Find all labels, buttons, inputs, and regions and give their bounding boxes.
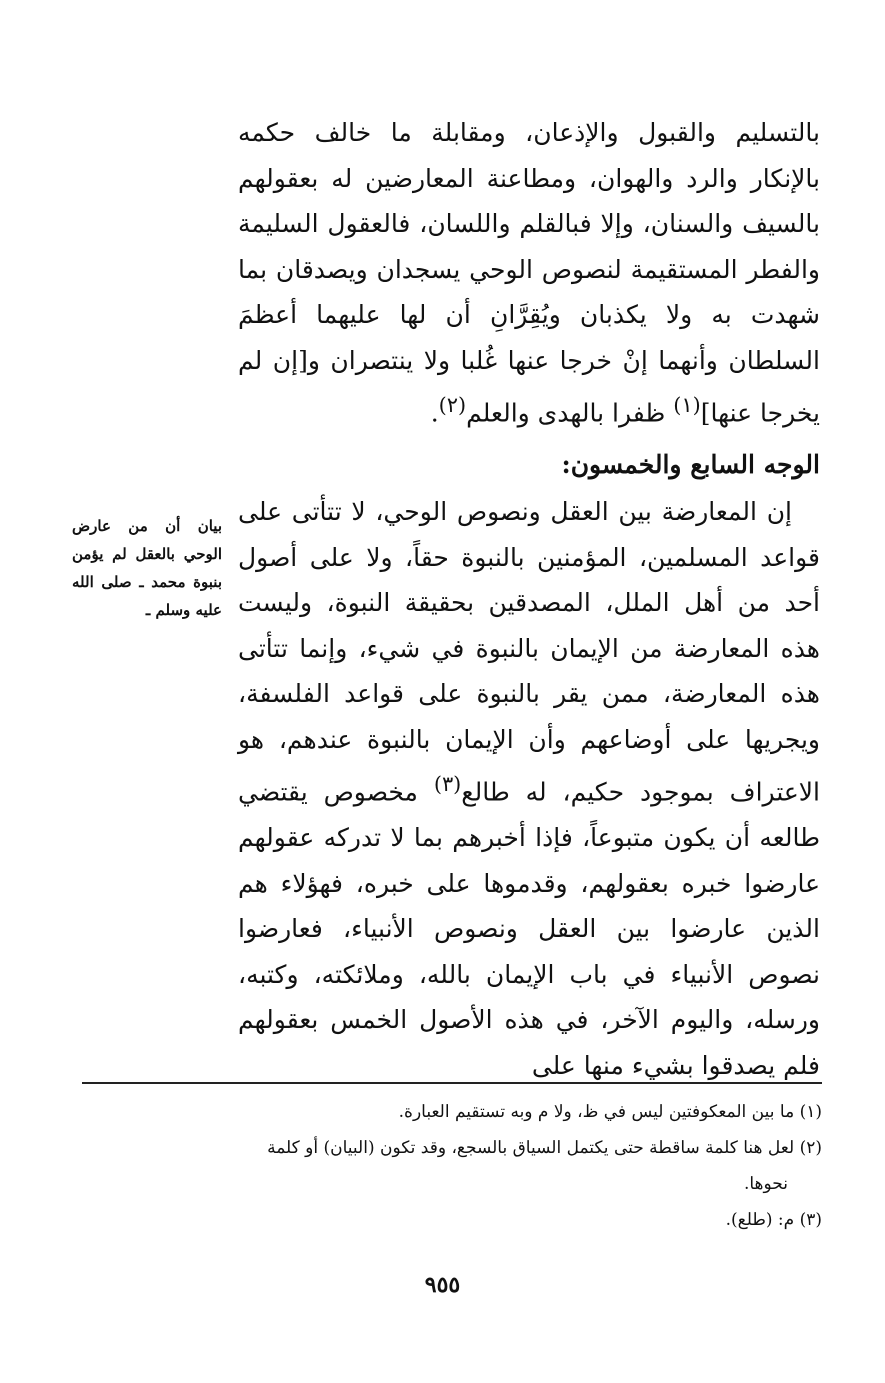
footnotes (82, 1094, 822, 1238)
paragraph-1-end: . (430, 398, 439, 428)
paragraph-1 (238, 110, 820, 436)
footnote-2-continued: نحوها. (743, 1174, 788, 1194)
paragraph-2-text-a: إن المعارضة بين العقل ونصوص الوحي، لا تتأتى على قواعد المسلمين، المؤمنين بالنبوة حقاً، ولا على أصول أحد من أهل الملل، المصدقين بحقيقة النبوة، وليست هذه المعارضة من الإيمان بالنبوة في شيء، وإنما تتأتى هذه المعارضة، ممن يقر بالنبوة على قواعد الفلسفة، ويجريها على أوضاعهم وأن الإيمان بالنبوة عندهم، هو الاعتراف بموجود حكيم، له طالع (238, 497, 820, 807)
paragraph-2 (238, 489, 820, 1088)
paragraph-1-text: بالتسليم والقبول والإذعان، ومقابلة ما خالف حكمه بالإنكار والرد والهوان، ومطاعنة المعارضين له بعقولهم بالسيف والسنان، وإلا فبالقلم واللسان، فالعقول السليمة والفطر المستقيمة لنصوص الوحي يسجدان ويصدقان بما شهدت به ولا يكذبان ويُقِرَّانِ أن لها عليهما أعظمَ السلطان وأنهما إنْ خرجا عنها غُلبا ولا ينتصران و[إن لم يخرجا عنها] (238, 118, 820, 428)
paragraph-1-tail: ظفرا بالهدى والعلم (466, 398, 674, 428)
paragraph-2-text-b: مخصوص يقتضي طالعه أن يكون متبوعاً، فإذا أخبرهم بما لا تدركه عقولهم عارضوا خبره بعقولهم، وقدموها على خبره، فهؤلاء هم الذين عارضوا بين العقل ونصوص الأنبياء، فعارضوا نصوص الأنبياء في باب الإيمان بالله، وملائكته، وكتبه، ورسله، واليوم الآخر، في هذه الأصول الخمس بعقولهم فلم يصدقوا بشيء منها على (238, 777, 820, 1080)
footnote-3: (٣) م: (طلع). (725, 1210, 822, 1230)
footnote-ref-1: (١) (673, 393, 701, 417)
footnote-divider (82, 1082, 822, 1084)
footnote-1: (١) ما بين المعكوفتين ليس في ظ، ولا م وبه تستقيم العبارة. (398, 1102, 822, 1122)
section-heading: الوجه السابع والخمسون: (561, 449, 820, 479)
footnote-ref-2: (٢) (438, 393, 467, 417)
main-text-block (238, 110, 820, 1088)
footnote-2: (٢) لعل هنا كلمة ساقطة حتى يكتمل السياق بالسجع، وقد تكون (البيان) أو كلمة (267, 1138, 822, 1158)
page-number: ٩٥٥ (424, 1272, 461, 1298)
footnote-ref-3: (٣) (433, 772, 462, 797)
margin-note: بيان أن من عارض الوحي بالعقل لم يؤمن بنبوة محمد ـ صلى الله عليه وسلم ـ (72, 517, 222, 619)
